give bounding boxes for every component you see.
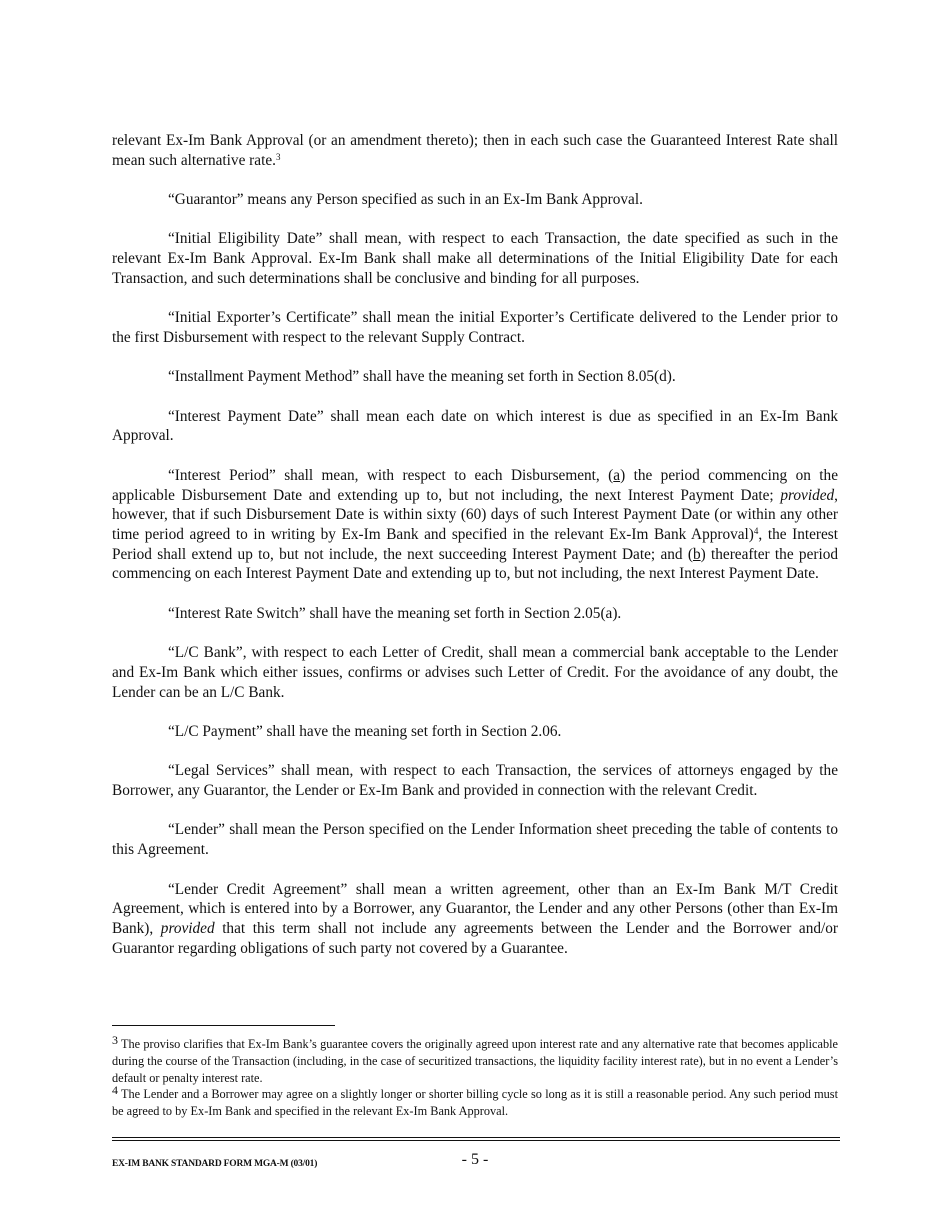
continuation-text: relevant Ex-Im Bank Approval (or an amendment thereto); then in each such case the Guaranteed Interest Rate shall mean such alternative rate. [112, 132, 838, 169]
footnote-separator [112, 1025, 335, 1026]
definition-lc-bank: “L/C Bank”, with respect to each Letter of Credit, shall mean a commercial bank acceptable to the Lender and Ex-Im Bank which either issues, confirms or advises such Letter of Credit. For the avoidance of any doubt, the Lender can be an L/C Bank. [112, 644, 838, 701]
definition-lender: “Lender” shall mean the Person specified on the Lender Information sheet preceding the table of contents to this Agreement. [112, 821, 838, 859]
interest-period-text-3: , however, that if such Disbursement Date is within sixty (60) days of such Interest Payment Date (or within any other time period agreed to in writing by Ex-Im Bank and specified in the relevant Ex-Im Bank Approval) [112, 486, 838, 543]
footnote-text: The Lender and a Borrower may agree on a slightly longer or shorter billing cycle so long as it is still a reasonable period. Any such period must be agreed to by Ex-Im Bank and specified in the relevant Ex-Im Bank Approval. [112, 1087, 838, 1119]
provided-term: provided [780, 486, 835, 504]
document-body [112, 131, 838, 978]
interest-period-text-5: ) thereafter the period commencing on each Interest Payment Date and extending up to, but not including, the next Interest Payment Date. [112, 545, 838, 583]
definition-legal-services: “Legal Services” shall mean, with respect to each Transaction, the services of attorneys engaged by the Borrower, any Guarantor, the Lender or Ex-Im Bank and provided in connection with the relevant Credit. [112, 762, 838, 800]
lca-text-2: that this term shall not include any agreements between the Lender and the Borrower and/or Guarantor regarding obligations of such party not covered by a Guarantee. [112, 919, 838, 957]
clause-label-a: a [613, 466, 621, 484]
definition-initial-eligibility-date: “Initial Eligibility Date” shall mean, with respect to each Transaction, the date specified as such in the relevant Ex-Im Bank Approval. Ex-Im Bank shall make all determinations of the Initial Eligibility Date for each Transaction, and such determinations shall be conclusive and binding for all purposes. [112, 230, 838, 287]
definition-interest-rate-switch: “Interest Rate Switch” shall have the meaning set forth in Section 2.05(a). [168, 604, 622, 622]
interest-period-text-2: ) the period commencing on the applicable Disbursement Date and extending up to, but not including, the next Interest Payment Date; [112, 466, 838, 504]
footnote-number: 3 [112, 1033, 118, 1047]
definition-interest-period [112, 466, 838, 584]
footnotes [112, 1033, 838, 1120]
continuation-paragraph [112, 131, 838, 170]
definition-interest-payment-date: “Interest Payment Date” shall mean each date on which interest is due as specified in an Ex-Im Bank Approval. [112, 407, 838, 445]
footnote-3 [112, 1033, 838, 1086]
clause-label-b: b [692, 545, 701, 563]
definition-lc-payment: “L/C Payment” shall have the meaning set forth in Section 2.06. [168, 722, 562, 740]
page-number: - 5 - [461, 1151, 489, 1168]
footnote-number: 4 [112, 1083, 118, 1098]
footnote-ref-4[interactable]: 4 [753, 525, 759, 536]
footnote-ref-3[interactable]: 3 [275, 151, 281, 162]
definition-initial-exporters-certificate: “Initial Exporter’s Certificate” shall mean the initial Exporter’s Certificate delivered to the Lender prior to the first Disbursement with respect to the relevant Supply Contract. [112, 309, 838, 346]
definition-installment-payment-method: “Installment Payment Method” shall have the meaning set forth in Section 8.05(d). [168, 368, 676, 386]
footnote-text: The proviso clarifies that Ex-Im Bank’s guarantee covers the originally agreed upon interest rate and any alternative rate that becomes applicable during the course of the Transaction (including, in the case of securitized transactions, the liquidity facility interest rate), but in no event a Lender’s default or penalty interest rate. [112, 1037, 838, 1085]
interest-period-text-4: , the Interest Period shall extend up to, but not include, the next succeeding Interest Payment Date; and ( [112, 525, 838, 563]
lca-text-1: “Lender Credit Agreement” shall mean a written agreement, other than an Ex-Im Bank M/T Credit Agreement, which is entered into by a Borrower, any Guarantor, the Lender and any other Persons (other than Ex-Im Bank), [112, 880, 838, 937]
footnote-4 [112, 1083, 838, 1120]
definition-lender-credit-agreement [112, 880, 838, 959]
definition-guarantor: “Guarantor” means any Person specified as such in an Ex-Im Bank Approval. [168, 191, 643, 209]
provided-term: provided [160, 919, 215, 937]
interest-period-text-1: “Interest Period” shall mean, with respect to each Disbursement, ( [168, 466, 614, 484]
footer-divider [112, 1137, 840, 1141]
form-identifier: EX-IM BANK STANDARD FORM MGA-M (03/01) [112, 1159, 318, 1169]
